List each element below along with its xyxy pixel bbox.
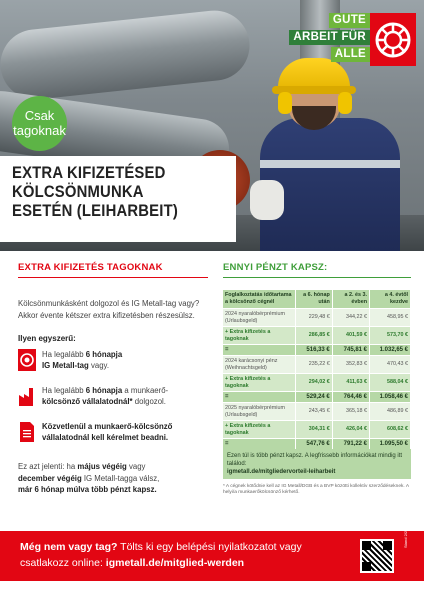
column-header: a 6. hónap után xyxy=(295,290,332,309)
row-label: 2024 karácsonyi pénz (Weihnachtsgeld) xyxy=(223,356,295,374)
right-column xyxy=(223,262,411,496)
factory-icon xyxy=(18,385,36,407)
info-link[interactable]: igmetall.de/mitgliedervorteil-leiharbeit xyxy=(227,469,336,475)
divider xyxy=(18,277,208,278)
table-row xyxy=(223,374,411,392)
title-line: EXTRA KIFIZETÉSED xyxy=(12,164,166,182)
document-icon xyxy=(18,421,36,443)
row-label: + Extra kifizetés a tagoknak xyxy=(223,374,295,392)
cell: 352,83 € xyxy=(332,356,369,374)
cell: 764,46 € xyxy=(332,392,369,403)
slogan xyxy=(284,13,370,64)
cell: 547,76 € xyxy=(295,439,332,450)
cell: 458,95 € xyxy=(370,309,411,327)
worker-figure xyxy=(250,40,400,251)
divider xyxy=(223,277,411,278)
badge-line: Csak xyxy=(24,108,55,123)
table-row xyxy=(223,345,411,356)
section-heading: EXTRA KIFIZETÉS TAGOKNAK xyxy=(18,262,163,273)
table-row xyxy=(223,309,411,327)
cell: 229,48 € xyxy=(295,309,332,327)
page-title xyxy=(0,156,236,242)
cell: 486,89 € xyxy=(370,403,411,421)
table-row xyxy=(223,327,411,345)
cell: 791,22 € xyxy=(332,439,369,450)
section-heading: ENNYI PÉNZT KAPSZ: xyxy=(223,262,328,273)
condition-item xyxy=(18,385,208,415)
cell: 608,62 € xyxy=(370,421,411,439)
cell: 235,22 € xyxy=(295,356,332,374)
row-label: = xyxy=(223,392,295,403)
payment-table xyxy=(223,290,411,449)
cell: 1.032,65 € xyxy=(370,345,411,356)
ig-metall-logo-icon xyxy=(18,349,36,371)
cell: 588,04 € xyxy=(370,374,411,392)
cell: 426,04 € xyxy=(332,421,369,439)
table-row xyxy=(223,392,411,403)
condition-text: Közvetlenül a munkaerő-kölcsönző vállalatodnál kell kérelmet beadni. xyxy=(42,422,173,442)
slogan-line: ALLE xyxy=(331,47,370,62)
cell: 243,45 € xyxy=(295,403,332,421)
print-code: Stand 2/24 xyxy=(403,528,408,548)
title-line: ESETÉN (LEIHARBEIT) xyxy=(12,202,178,220)
footnote: * A cégnek kötődnie kell az IG Metall/DGB és a BVP közötti kollektív szerződéseknek. A helyi/a munkaerőkölcsönző kérhető. xyxy=(223,484,409,495)
condition-item xyxy=(18,421,208,451)
cell: 516,33 € xyxy=(295,345,332,356)
condition-item xyxy=(18,349,208,379)
cell: 1.058,46 € xyxy=(370,392,411,403)
left-column xyxy=(18,262,208,496)
slogan-line: GUTE xyxy=(329,13,370,28)
cell: 286,85 € xyxy=(295,327,332,345)
row-label: = xyxy=(223,439,295,450)
cell: 411,63 € xyxy=(332,374,369,392)
title-line: KÖLCSÖNMUNKA xyxy=(12,183,144,201)
ig-metall-logo-icon xyxy=(370,13,416,66)
cell: 344,22 € xyxy=(332,309,369,327)
condition-text: Ha legalább 6 hónapja a munkaerő- kölcsönző vállalatodnál* dolgozol. xyxy=(42,386,169,406)
cell: 365,18 € xyxy=(332,403,369,421)
row-label: + Extra kifizetés a tagoknak xyxy=(223,421,295,439)
cell: 573,70 € xyxy=(370,327,411,345)
row-label: + Extra kifizetés a tagoknak xyxy=(223,327,295,345)
cell: 470,43 € xyxy=(370,356,411,374)
join-link[interactable]: igmetall.de/mitglied-werden xyxy=(105,557,245,569)
row-label: 2025 nyaralóbérprémium (Urlaubsgeld) xyxy=(223,403,295,421)
column-header: a 2. és 3. évben xyxy=(332,290,369,309)
cell: 1.095,50 € xyxy=(370,439,411,450)
ear-protector xyxy=(338,92,352,114)
cell: 745,81 € xyxy=(332,345,369,356)
row-label: 2024 nyaralóbérprémium (Urlaubsgeld) xyxy=(223,309,295,327)
cell: 529,24 € xyxy=(295,392,332,403)
ear-protector xyxy=(278,92,292,114)
slogan-line: ARBEIT FÜR xyxy=(289,30,370,45)
table-header-row xyxy=(223,290,411,309)
reflective-stripe xyxy=(260,160,400,168)
badge-line: tagoknak xyxy=(13,123,66,138)
qr-code-icon[interactable] xyxy=(360,539,394,573)
condition-text: Ha legalább 6 hónapja IG Metall-tag vagy. xyxy=(42,350,123,370)
brand-logo xyxy=(284,13,416,66)
column-header: a 4. évtől kezdve xyxy=(370,290,411,309)
table-row xyxy=(223,403,411,421)
table-row xyxy=(223,356,411,374)
column-header: Foglalkoztatás időtartama a kölcsönző cégnél xyxy=(223,290,295,309)
cell: 294,02 € xyxy=(295,374,332,392)
cell: 401,59 € xyxy=(332,327,369,345)
row-label: = xyxy=(223,345,295,356)
cta-line: csatlakozz online: igmetall.de/mitglied-werden xyxy=(20,557,245,569)
table-row xyxy=(223,421,411,439)
intro-text: Kölcsönmunkásként dolgozol és IG Metall-tag vagy? Akkor évente kétszer extra kifizetésben részesülsz. xyxy=(18,299,200,320)
table-row xyxy=(223,439,411,450)
pipe xyxy=(0,7,253,103)
summary-text: Ez azt jelenti: ha május végéig vagy december végéig IG Metall-tagga válsz, már 6 hónap múlva több pénzt kapsz. xyxy=(18,462,160,494)
cell: 304,31 € xyxy=(295,421,332,439)
note-text: Ezen túl is több pénzt kapsz. A legfrissebb információkat mindig itt találod: xyxy=(227,453,403,467)
glove xyxy=(250,180,284,220)
members-only-badge xyxy=(12,96,67,151)
info-note xyxy=(223,449,411,479)
steps-heading: Ilyen egyszerű: xyxy=(18,334,76,343)
cta-question: Még nem vagy tag? Tölts ki egy belépési nyilatkozatot vagy xyxy=(20,541,302,553)
